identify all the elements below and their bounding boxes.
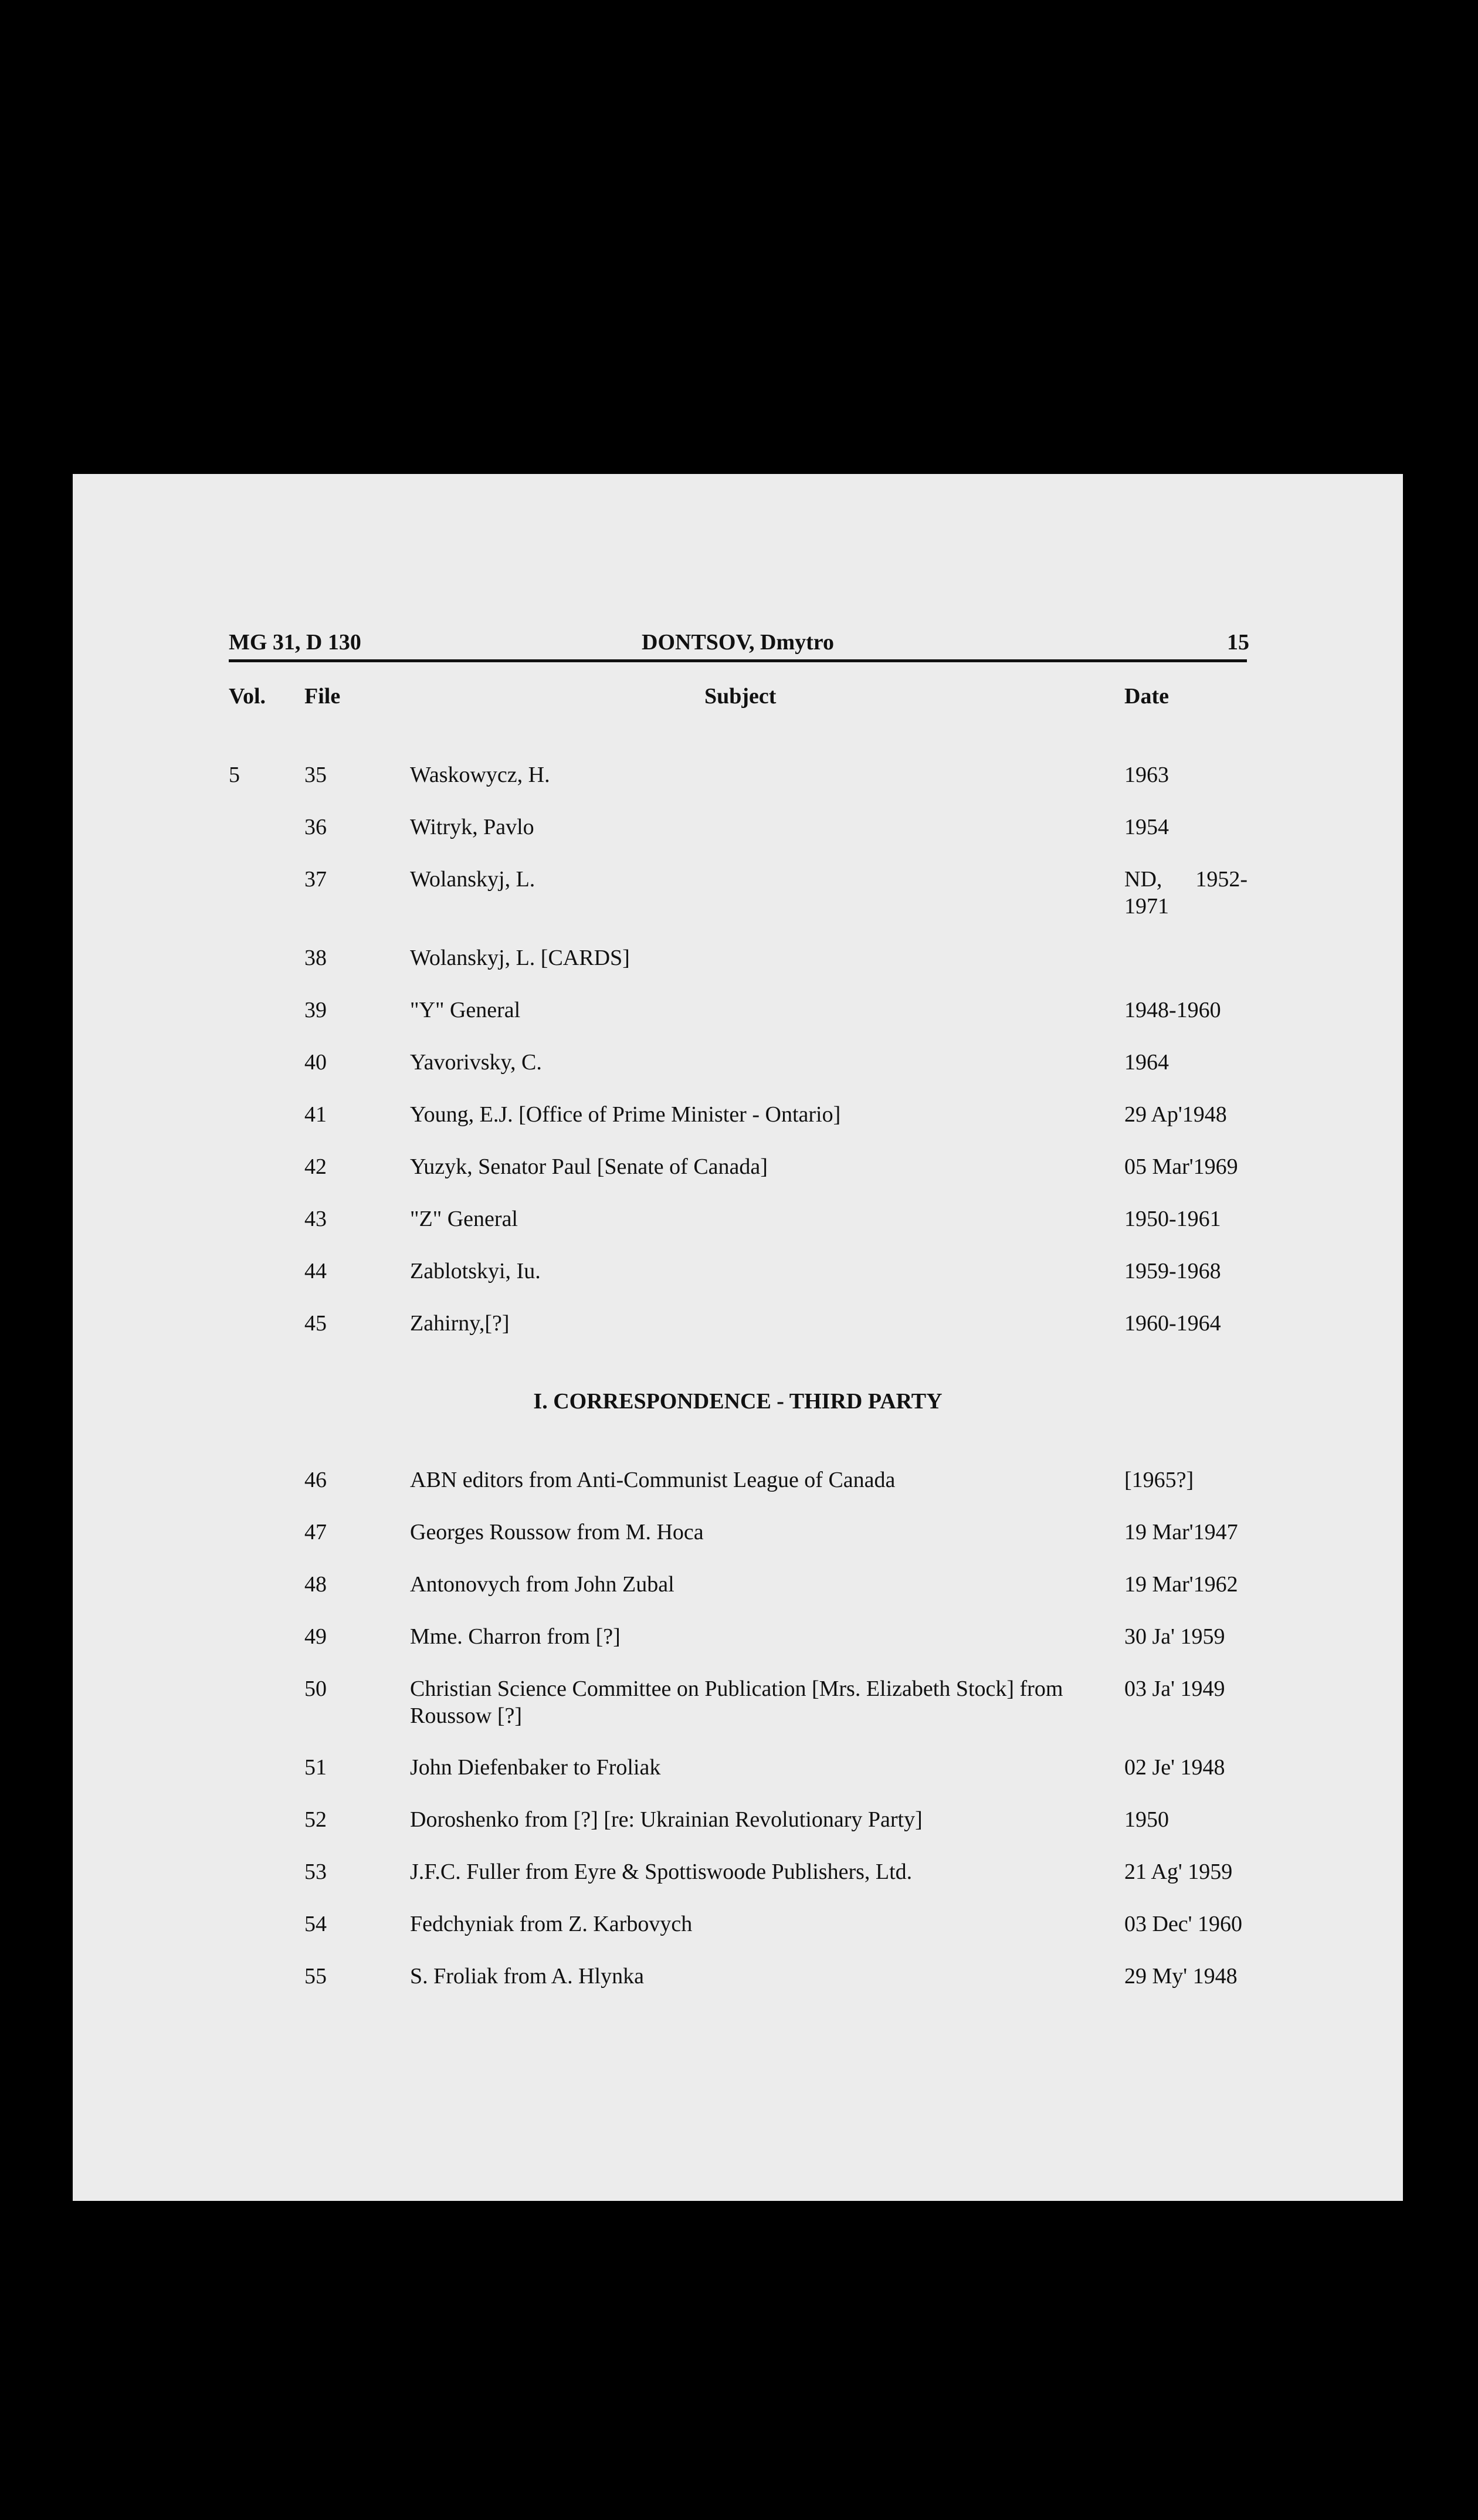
column-heading-vol: Vol. (229, 684, 266, 709)
subject: Zablotskyi, Iu. (410, 1259, 541, 1283)
subject: Doroshenko from [?] [re: Ukrainian Revolutionary Party] (410, 1807, 923, 1832)
file-number: 50 (304, 1676, 327, 1701)
subject: Yuzyk, Senator Paul [Senate of Canada] (410, 1154, 768, 1179)
file-number: 39 (304, 998, 327, 1022)
subject: Georges Roussow from M. Hoca (410, 1520, 704, 1544)
date: 30 Ja' 1959 (1124, 1624, 1225, 1649)
date: 1964 (1124, 1050, 1169, 1075)
date: 1954 (1124, 815, 1169, 839)
page-number: 15 (1227, 630, 1249, 655)
date: 03 Dec' 1960 (1124, 1912, 1243, 1936)
date: 1960-1964 (1124, 1311, 1221, 1336)
header-rule (229, 659, 1247, 662)
column-heading-subject: Subject (704, 684, 777, 709)
file-number: 44 (304, 1259, 327, 1283)
subject: Waskowycz, H. (410, 763, 550, 787)
file-number: 49 (304, 1624, 327, 1649)
volume-number: 5 (229, 763, 240, 787)
subject: Yavorivsky, C. (410, 1050, 542, 1075)
date: 29 My' 1948 (1124, 1964, 1238, 1989)
date (1124, 866, 1248, 920)
page-title: DONTSOV, Dmytro (642, 630, 834, 655)
date: 19 Mar'1947 (1124, 1520, 1238, 1544)
date: 29 Ap'1948 (1124, 1102, 1227, 1127)
date-line-1: ND, 1952- (1124, 867, 1248, 892)
subject: Wolanskyj, L. (410, 867, 535, 892)
subject: S. Froliak from A. Hlynka (410, 1964, 644, 1989)
file-number: 53 (304, 1859, 327, 1884)
date-line-2: 1971 (1124, 894, 1169, 919)
date: 1950-1961 (1124, 1207, 1221, 1231)
subject (410, 1675, 1063, 1729)
subject: Antonovych from John Zubal (410, 1572, 674, 1597)
column-heading-file: File (304, 684, 341, 709)
file-number: 38 (304, 946, 327, 970)
subject: Mme. Charron from [?] (410, 1624, 621, 1649)
file-number: 48 (304, 1572, 327, 1597)
date: 03 Ja' 1949 (1124, 1676, 1225, 1701)
date: 05 Mar'1969 (1124, 1154, 1238, 1179)
column-heading-date: Date (1124, 684, 1169, 709)
subject: "Z" General (410, 1207, 518, 1231)
file-number: 47 (304, 1520, 327, 1544)
subject-line-1: Christian Science Committee on Publication [Mrs. Elizabeth Stock] from (410, 1676, 1063, 1701)
file-number: 46 (304, 1468, 327, 1492)
subject: Witryk, Pavlo (410, 815, 534, 839)
subject: John Diefenbaker to Froliak (410, 1755, 661, 1780)
file-number: 43 (304, 1207, 327, 1231)
subject: Wolanskyj, L. [CARDS] (410, 946, 630, 970)
file-number: 36 (304, 815, 327, 839)
file-number: 51 (304, 1755, 327, 1780)
subject: Young, E.J. [Office of Prime Minister - Ontario] (410, 1102, 841, 1127)
file-number: 52 (304, 1807, 327, 1832)
date: 02 Je' 1948 (1124, 1755, 1225, 1780)
date: 19 Mar'1962 (1124, 1572, 1238, 1597)
section-heading: I. CORRESPONDENCE - THIRD PARTY (533, 1389, 943, 1414)
file-number: 45 (304, 1311, 327, 1336)
date: [1965?] (1124, 1468, 1194, 1492)
document-page (73, 474, 1403, 2201)
file-number: 55 (304, 1964, 327, 1989)
file-number: 37 (304, 867, 327, 892)
subject: J.F.C. Fuller from Eyre & Spottiswoode Publishers, Ltd. (410, 1859, 913, 1884)
subject: ABN editors from Anti-Communist League of Canada (410, 1468, 896, 1492)
file-number: 40 (304, 1050, 327, 1075)
collection-reference: MG 31, D 130 (229, 630, 361, 655)
subject: Fedchyniak from Z. Karbovych (410, 1912, 693, 1936)
date: 1959-1968 (1124, 1259, 1221, 1283)
subject: "Y" General (410, 998, 521, 1022)
date: 1950 (1124, 1807, 1169, 1832)
file-number: 41 (304, 1102, 327, 1127)
date: 1948-1960 (1124, 998, 1221, 1022)
file-number: 35 (304, 763, 327, 787)
subject: Zahirny,[?] (410, 1311, 510, 1336)
date: 21 Ag' 1959 (1124, 1859, 1233, 1884)
file-number: 42 (304, 1154, 327, 1179)
file-number: 54 (304, 1912, 327, 1936)
subject-line-2: Roussow [?] (410, 1703, 523, 1728)
date: 1963 (1124, 763, 1169, 787)
